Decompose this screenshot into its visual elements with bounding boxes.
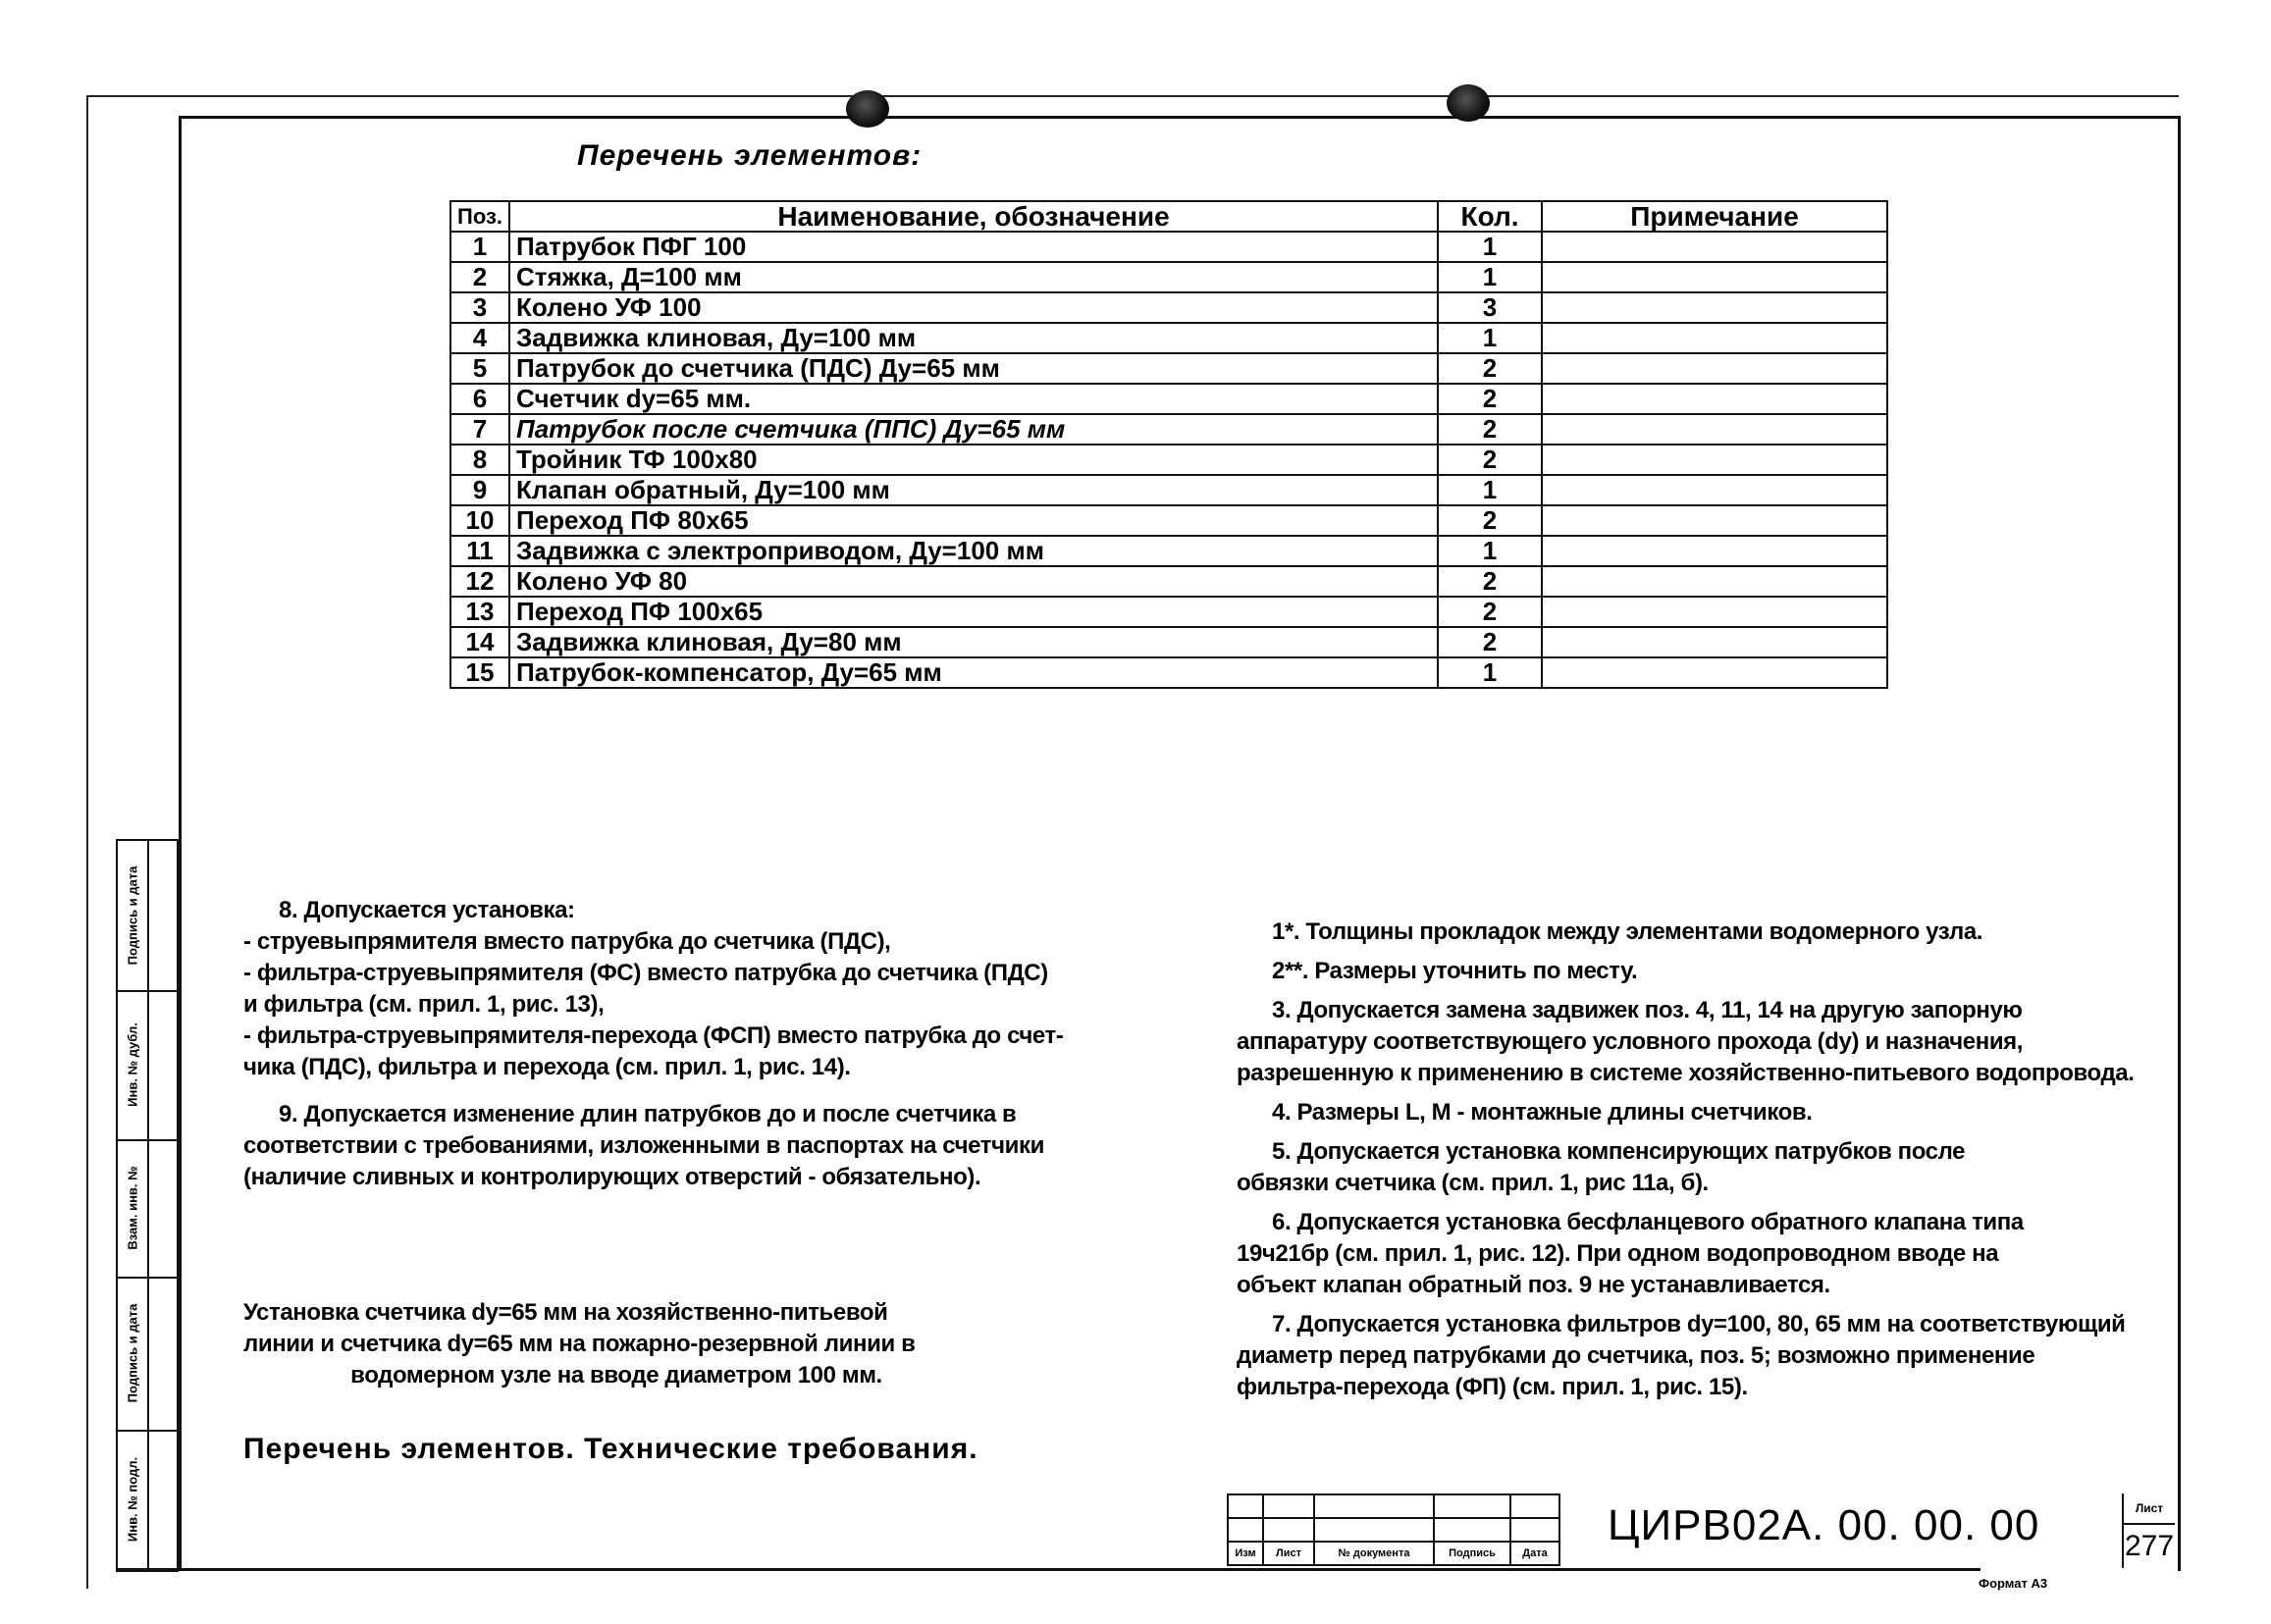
sheet-box [2122, 1493, 2175, 1568]
cell-note [1542, 597, 1887, 627]
cell-qty: 1 [1438, 536, 1542, 566]
cell-name: Патрубок-компенсатор, Ду=65 мм [509, 657, 1438, 688]
title-block-grid [1227, 1493, 1560, 1566]
cell-note [1542, 475, 1887, 505]
side-label: Подпись и дата [125, 1303, 140, 1403]
cell-note [1542, 445, 1887, 475]
cell-pos: 7 [450, 414, 509, 445]
cell-name: Патрубок до счетчика (ПДС) Ду=65 мм [509, 353, 1438, 384]
header-note: Примечание [1542, 201, 1887, 232]
stamp-col-doc: № документа [1314, 1542, 1434, 1565]
cell-name: Патрубок после счетчика (ППС) Ду=65 мм [509, 414, 1438, 445]
side-stamp-strip [116, 839, 179, 1572]
cell-name: Тройник ТФ 100х80 [509, 445, 1438, 475]
format-label: Формат А3 [1979, 1576, 2048, 1591]
cell-note [1542, 232, 1887, 262]
note-line: (наличие сливных и контролирующих отверстий - обязательно). [243, 1164, 981, 1190]
cell-qty: 2 [1438, 353, 1542, 384]
cell-qty: 2 [1438, 597, 1542, 627]
cell-pos: 9 [450, 475, 509, 505]
note-line: объект клапан обратный поз. 9 не устанавливается. [1237, 1272, 1830, 1298]
cell-note [1542, 384, 1887, 414]
note-6 [1237, 1207, 2139, 1301]
punch-hole-mark [846, 90, 889, 128]
cell-note [1542, 414, 1887, 445]
description-line: Установка счетчика dy=65 мм на хозяйственно-питьевой [243, 1299, 888, 1326]
description-line: линии и счетчика dy=65 мм на пожарно-резервной линии в [243, 1331, 916, 1357]
table-row [450, 566, 1887, 597]
cell-note [1542, 353, 1887, 384]
cell-qty: 1 [1438, 323, 1542, 353]
sheet-label: Лист [2124, 1493, 2175, 1525]
table-row [450, 536, 1887, 566]
cell-qty: 2 [1438, 445, 1542, 475]
note-line: обвязки счетчика (см. прил. 1, рис 11а, б). [1237, 1170, 1709, 1196]
note-line: - фильтра-струевыпрямителя-перехода (ФСП) вместо патрубка до счет- [243, 1022, 1064, 1049]
side-label: Взам. инв. № [125, 1166, 140, 1250]
header-pos: Поз. [450, 201, 509, 232]
table-row [450, 353, 1887, 384]
cell-name: Колено УФ 100 [509, 292, 1438, 323]
cell-qty: 2 [1438, 414, 1542, 445]
table-row [450, 384, 1887, 414]
cell-note [1542, 566, 1887, 597]
table-row [450, 657, 1887, 688]
installation-description [243, 1297, 989, 1391]
table-row [450, 262, 1887, 292]
note-line: 6. Допускается установка бесфланцевого обратного клапана типа [1272, 1209, 2024, 1235]
cell-pos: 2 [450, 262, 509, 292]
cell-name: Переход ПФ 100х65 [509, 597, 1438, 627]
side-label: Инв. № подл. [125, 1456, 140, 1542]
stamp-col-izm: Изм [1228, 1542, 1263, 1565]
side-cell [118, 1277, 177, 1432]
cell-pos: 5 [450, 353, 509, 384]
table-row [450, 414, 1887, 445]
note-line: соответствии с требованиями, изложенными в паспортах на счетчики [243, 1132, 1044, 1159]
footer-title: Перечень элементов. Технические требования. [243, 1433, 978, 1465]
note-line: 5. Допускается установка компенсирующих патрубков после [1272, 1138, 1966, 1165]
left-notes [243, 895, 1225, 1193]
note-9-line: 9. Допускается изменение длин патрубков до и после счетчика в [279, 1101, 1017, 1127]
cell-pos: 14 [450, 627, 509, 657]
cell-qty: 1 [1438, 262, 1542, 292]
cell-name: Клапан обратный, Ду=100 мм [509, 475, 1438, 505]
cell-qty: 1 [1438, 232, 1542, 262]
cell-pos: 6 [450, 384, 509, 414]
cell-note [1542, 292, 1887, 323]
cell-note [1542, 627, 1887, 657]
cell-qty: 2 [1438, 566, 1542, 597]
side-label: Подпись и дата [125, 865, 140, 966]
side-label: Инв. № дубл. [125, 1022, 140, 1107]
cell-qty: 2 [1438, 505, 1542, 536]
cell-note [1542, 505, 1887, 536]
page-title: Перечень элементов: [577, 139, 923, 172]
note-line: - фильтра-струевыпрямителя (ФС) вместо патрубка до счетчика (ПДС) [243, 960, 1048, 986]
cell-pos: 10 [450, 505, 509, 536]
cell-note [1542, 323, 1887, 353]
cell-note [1542, 262, 1887, 292]
note-line: аппаратуру соответствующего условного прохода (dy) и назначения, [1237, 1028, 2024, 1055]
frame-bottom-line [116, 1568, 1981, 1571]
cell-pos: 3 [450, 292, 509, 323]
cell-pos: 4 [450, 323, 509, 353]
note-line: диаметр перед патрубками до счетчика, поз. 5; возможно применение [1237, 1342, 2035, 1369]
cell-pos: 15 [450, 657, 509, 688]
note-line: 3. Допускается замена задвижек поз. 4, 11, 14 на другую запорную [1272, 997, 2023, 1023]
table-row [450, 445, 1887, 475]
cell-pos: 11 [450, 536, 509, 566]
table-row [450, 292, 1887, 323]
cell-pos: 8 [450, 445, 509, 475]
table-row [450, 597, 1887, 627]
document-code: ЦИРВ02А. 00. 00. 00 [1608, 1501, 2040, 1549]
note-line: разрешенную к применению в системе хозяйственно-питьевого водопровода. [1237, 1060, 2135, 1086]
note-7 [1237, 1309, 2139, 1403]
note-4: 4. Размеры L, M - монтажные длины счетчиков. [1272, 1099, 1813, 1126]
table-row [450, 323, 1887, 353]
side-cell [118, 1430, 177, 1568]
note-line: и фильтра (см. прил. 1, рис. 13), [243, 991, 605, 1018]
cell-pos: 13 [450, 597, 509, 627]
side-cell [118, 1139, 177, 1279]
cell-qty: 2 [1438, 384, 1542, 414]
cell-name: Задвижка клиновая, Ду=80 мм [509, 627, 1438, 657]
cell-pos: 1 [450, 232, 509, 262]
cell-qty: 1 [1438, 657, 1542, 688]
cell-name: Стяжка, Д=100 мм [509, 262, 1438, 292]
right-notes [1237, 917, 2139, 1403]
stamp-col-date: Дата [1510, 1542, 1559, 1565]
cell-pos: 12 [450, 566, 509, 597]
table-header-row [450, 201, 1887, 232]
header-name: Наименование, обозначение [509, 201, 1438, 232]
cell-name: Счетчик dy=65 мм. [509, 384, 1438, 414]
cell-name: Задвижка с электроприводом, Ду=100 мм [509, 536, 1438, 566]
cell-name: Переход ПФ 80х65 [509, 505, 1438, 536]
stamp-col-sign: Подпись [1434, 1542, 1510, 1565]
table-row [450, 505, 1887, 536]
cell-qty: 1 [1438, 475, 1542, 505]
elements-table [449, 200, 1888, 689]
cell-name: Задвижка клиновая, Ду=100 мм [509, 323, 1438, 353]
cell-note [1542, 657, 1887, 688]
note-8-title: 8. Допускается установка: [279, 897, 575, 923]
table-row [450, 475, 1887, 505]
note-line: фильтра-перехода (ФП) (см. прил. 1, рис. 15). [1237, 1374, 1748, 1400]
note-line: - струевыпрямителя вместо патрубка до счетчика (ПДС), [243, 928, 891, 955]
note-2: 2**. Размеры уточнить по месту. [1272, 958, 1638, 984]
description-line: водомерном узле на вводе диаметром 100 мм. [350, 1362, 882, 1388]
cell-qty: 3 [1438, 292, 1542, 323]
cell-name: Колено УФ 80 [509, 566, 1438, 597]
note-1: 1*. Толщины прокладок между элементами водомерного узла. [1272, 918, 1983, 945]
note-line: 7. Допускается установка фильтров dy=100, 80, 65 мм на соответствующий [1272, 1311, 2126, 1337]
sheet-number: 277 [2124, 1530, 2175, 1562]
note-line: 19ч21бр (см. прил. 1, рис. 12). При одном водопроводном вводе на [1237, 1240, 1999, 1267]
cell-qty: 2 [1438, 627, 1542, 657]
table-row [450, 232, 1887, 262]
side-cell [118, 841, 177, 992]
header-qty: Кол. [1438, 201, 1542, 232]
side-cell [118, 990, 177, 1141]
note-5 [1237, 1136, 2139, 1199]
punch-hole-mark [1447, 84, 1490, 122]
stamp-col-list: Лист [1263, 1542, 1314, 1565]
table-row [450, 627, 1887, 657]
cell-name: Патрубок ПФГ 100 [509, 232, 1438, 262]
cell-note [1542, 536, 1887, 566]
note-3 [1237, 995, 2139, 1089]
note-line: чика (ПДС), фильтра и перехода (см. прил. 1, рис. 14). [243, 1054, 851, 1080]
